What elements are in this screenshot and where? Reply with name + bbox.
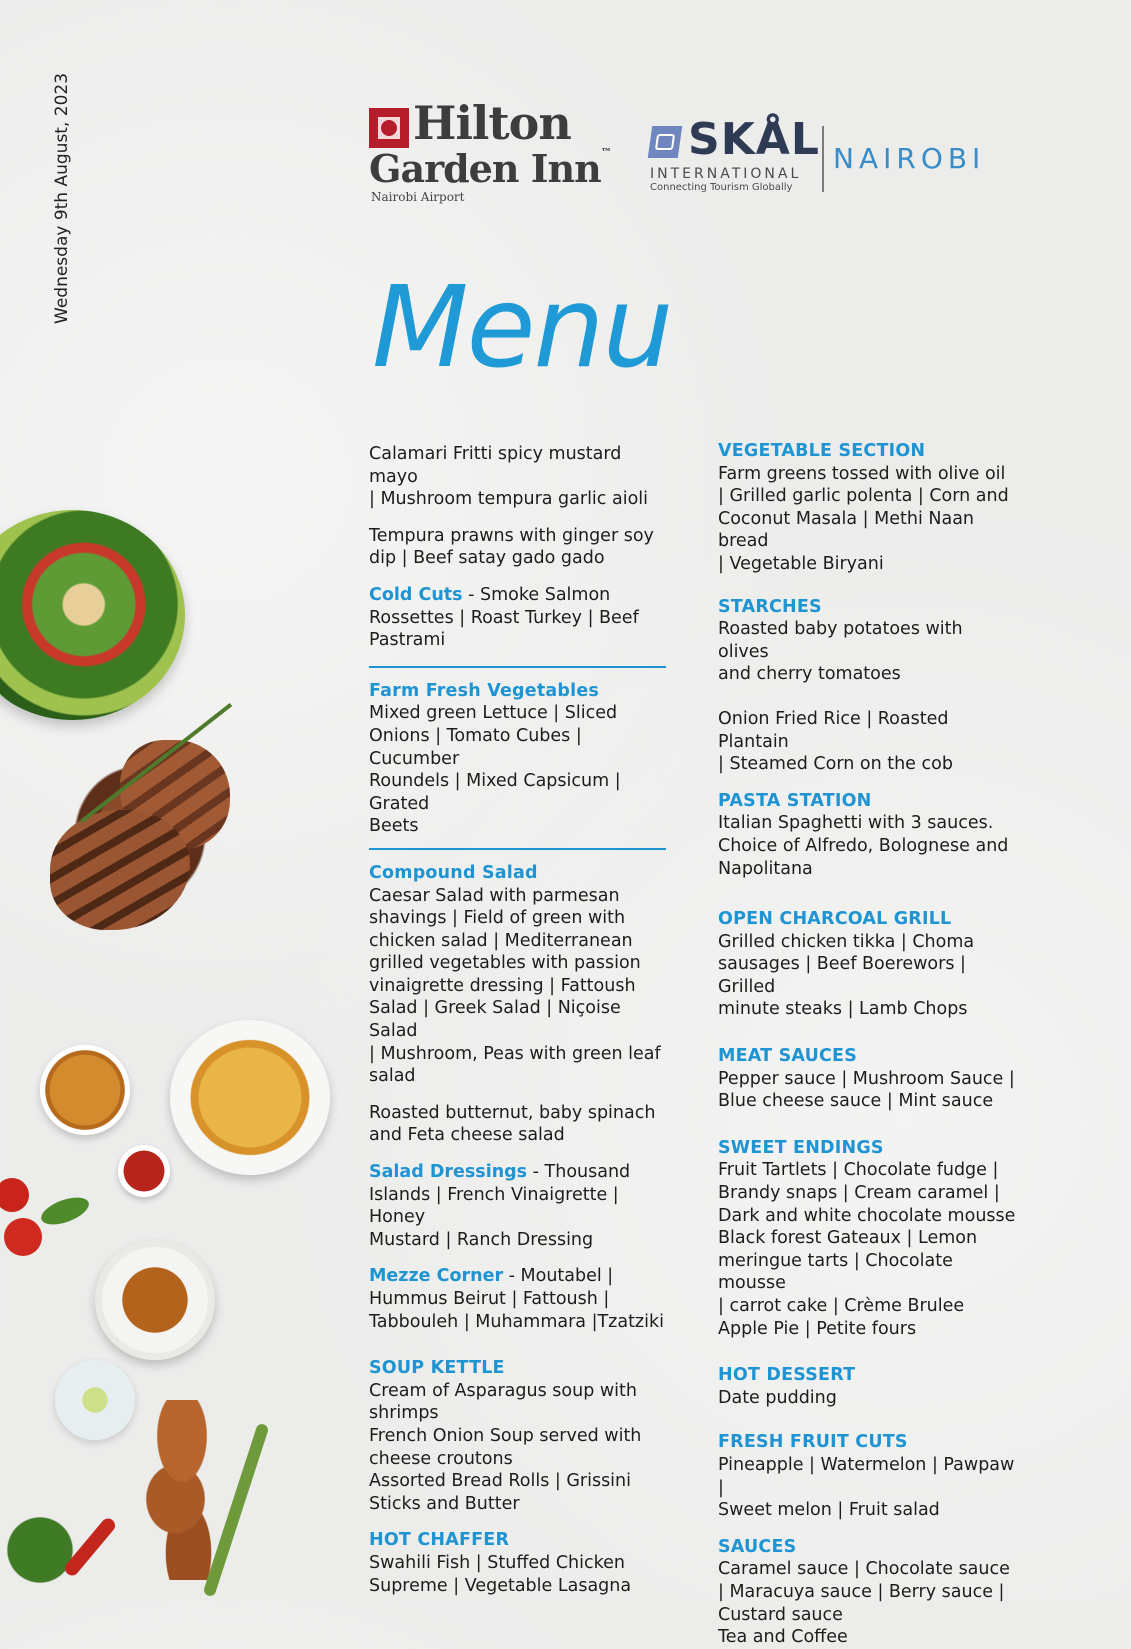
section-heading: HOT CHAFFER — [369, 1530, 510, 1551]
menu-section-farm-fresh — [369, 680, 669, 838]
menu-section-fruit-cuts — [718, 1431, 1018, 1521]
section-heading: Salad Dressings — [369, 1162, 528, 1183]
menu-section-mezze — [369, 1265, 669, 1333]
menu-item-starter — [369, 443, 669, 511]
section-heading: OPEN CHARCOAL GRILL — [718, 909, 952, 930]
section-heading: SOUP KETTLE — [369, 1358, 505, 1379]
menu-item-text: Cold Cuts - Smoke Salmon Rossettes | Roast Turkey | Beef Pastrami — [369, 584, 639, 651]
menu-item-text: Mezze Corner - Moutabel | Hummus Beirut | Fattoush | Tabbouleh | Muhammara |Tzatziki — [369, 1266, 664, 1332]
menu-section-sauces — [718, 1536, 1018, 1649]
hilton-logo-line2: Garden Inn™ — [369, 146, 611, 191]
section-heading: FRESH FRUIT CUTS — [718, 1432, 908, 1453]
skal-international-logo — [650, 114, 990, 200]
sauce-dish-image — [118, 1145, 170, 1197]
menu-section-vegetable — [718, 440, 1018, 576]
menu-item-starter — [369, 525, 669, 570]
section-divider — [369, 666, 666, 668]
menu-section-cold-cuts — [369, 584, 669, 652]
section-heading: Compound Salad — [369, 862, 538, 883]
menu-item-text: Date pudding — [718, 1387, 837, 1408]
menu-item-text: Mixed green Lettuce | Sliced Onions | Tomato Cubes | Cucumber Roundels | Mixed Capsicum | Grated Beets — [369, 703, 621, 837]
hilton-logo-line1: Hilton — [413, 96, 571, 150]
skal-international-text: INTERNATIONAL — [650, 166, 802, 182]
omelette-plate-image — [170, 1020, 330, 1175]
section-heading: SWEET ENDINGS — [718, 1137, 884, 1158]
tomato-image — [0, 1178, 29, 1212]
menu-item-butternut — [369, 1102, 669, 1147]
menu-item-text: Italian Spaghetti with 3 sauces. Choice of Alfredo, Bolognese and Napolitana — [718, 813, 1009, 879]
lemonade-glass-image — [55, 1360, 135, 1440]
menu-item-text: Pepper sauce | Mushroom Sauce | Blue cheese sauce | Mint sauce — [718, 1068, 1015, 1112]
skal-city: NAIROBI — [833, 142, 986, 175]
menu-item-text: Pineapple | Watermelon | Pawpaw | Sweet melon | Fruit salad — [718, 1454, 1015, 1521]
tea-cup-image — [95, 1240, 215, 1360]
menu-item-text: Swahili Fish | Stuffed Chicken Supreme | Vegetable Lasagna — [369, 1552, 632, 1596]
menu-section-hot-dessert — [718, 1364, 1018, 1409]
skal-tagline: Connecting Tourism Globally — [650, 182, 793, 193]
menu-section-starches — [718, 596, 1018, 686]
menu-item-text: Caramel sauce | Chocolate sauce | Maracuya sauce | Berry sauce | Custard sauce Tea and Coffee — [718, 1559, 1010, 1648]
menu-left-column — [369, 443, 669, 1597]
hilton-flower-icon — [369, 108, 409, 148]
menu-section-meat-sauces — [718, 1045, 1018, 1113]
section-heading: VEGETABLE SECTION — [718, 441, 926, 461]
section-heading: HOT DESSERT — [718, 1365, 856, 1386]
section-heading: MEAT SAUCES — [718, 1046, 858, 1067]
event-date: Wednesday 9th August, 2023 — [52, 72, 72, 324]
menu-item-text: Roasted baby potatoes with olives and cherry tomatoes — [718, 619, 963, 685]
section-heading: SAUCES — [718, 1536, 797, 1557]
menu-title: Menu — [372, 263, 672, 393]
menu-section-sweet-endings — [718, 1137, 1018, 1340]
menu-section-dressings — [369, 1161, 669, 1251]
menu-item-text: Onion Fried Rice | Roasted Plantain | Steamed Corn on the cob — [718, 708, 953, 775]
menu-item-text: Cream of Asparagus soup with shrimps French Onion Soup served with cheese croutons Assorted Bread Rolls | Grissini Sticks and Butter — [369, 1380, 642, 1514]
menu-item-text: Fruit Tartlets | Chocolate fudge | Brandy snaps | Cream caramel | Dark and white chocolate mousse Black forest Gateaux | Lemon meringue tarts | Chocolate mousse | carrot cake | Crème Brulee Apple Pie | Petite fours — [718, 1160, 1016, 1339]
section-heading: PASTA STATION — [718, 790, 872, 811]
menu-section-charcoal-grill — [718, 908, 1018, 1021]
menu-item-text: Roasted butternut, baby spinach and Feta cheese salad — [369, 1102, 656, 1146]
skal-badge-icon — [648, 126, 682, 158]
menu-item-text: Salad Dressings - Thousand Islands | French Vinaigrette | Honey Mustard | Ranch Dressing — [369, 1162, 631, 1250]
menu-section-compound-salad — [369, 862, 669, 1088]
menu-right-column — [718, 440, 1018, 1649]
noodle-bowl-image — [40, 1045, 130, 1135]
menu-section-soup-kettle — [369, 1357, 669, 1515]
menu-section-pasta — [718, 790, 1018, 880]
menu-item-text: Calamari Fritti spicy mustard mayo | Mushroom tempura garlic aioli — [369, 444, 649, 510]
section-heading: STARCHES — [718, 596, 822, 617]
hilton-location: Nairobi Airport — [371, 190, 465, 204]
salad-bowl-image — [0, 510, 185, 720]
herbs-image — [0, 1500, 80, 1600]
menu-item-text: Caesar Salad with parmesan shavings | Field of green with chicken salad | Mediterranean grilled vegetables with passion vinaigrette dressing | Fattoush Salad | Greek Salad | Niçoise Salad | Mushroom, Peas with green leaf salad — [369, 885, 661, 1087]
menu-section-hot-chaffer — [369, 1529, 669, 1597]
menu-item-text: Farm greens tossed with olive oil | Grilled garlic polenta | Corn and Coconut Masala | Methi Naan bread | Vegetable Biryani — [718, 463, 1009, 574]
hilton-garden-inn-logo — [369, 96, 619, 204]
section-heading: Cold Cuts — [369, 584, 463, 605]
menu-item-text: Tempura prawns with ginger soy dip | Beef satay gado gado — [369, 525, 654, 569]
basil-leaf-image — [38, 1192, 93, 1230]
section-heading: Mezze Corner — [369, 1266, 504, 1287]
tomato-image — [4, 1218, 42, 1256]
menu-item-rice — [718, 708, 1018, 776]
skal-wordmark: SKÅL — [688, 114, 820, 165]
section-divider — [369, 848, 666, 850]
section-heading: Farm Fresh Vegetables — [369, 680, 600, 701]
logo-divider — [822, 126, 824, 192]
menu-item-text: Grilled chicken tikka | Choma sausages | Beef Boerewors | Grilled minute steaks | Lamb Chops — [718, 931, 975, 1020]
grilled-steak-image — [50, 740, 230, 930]
